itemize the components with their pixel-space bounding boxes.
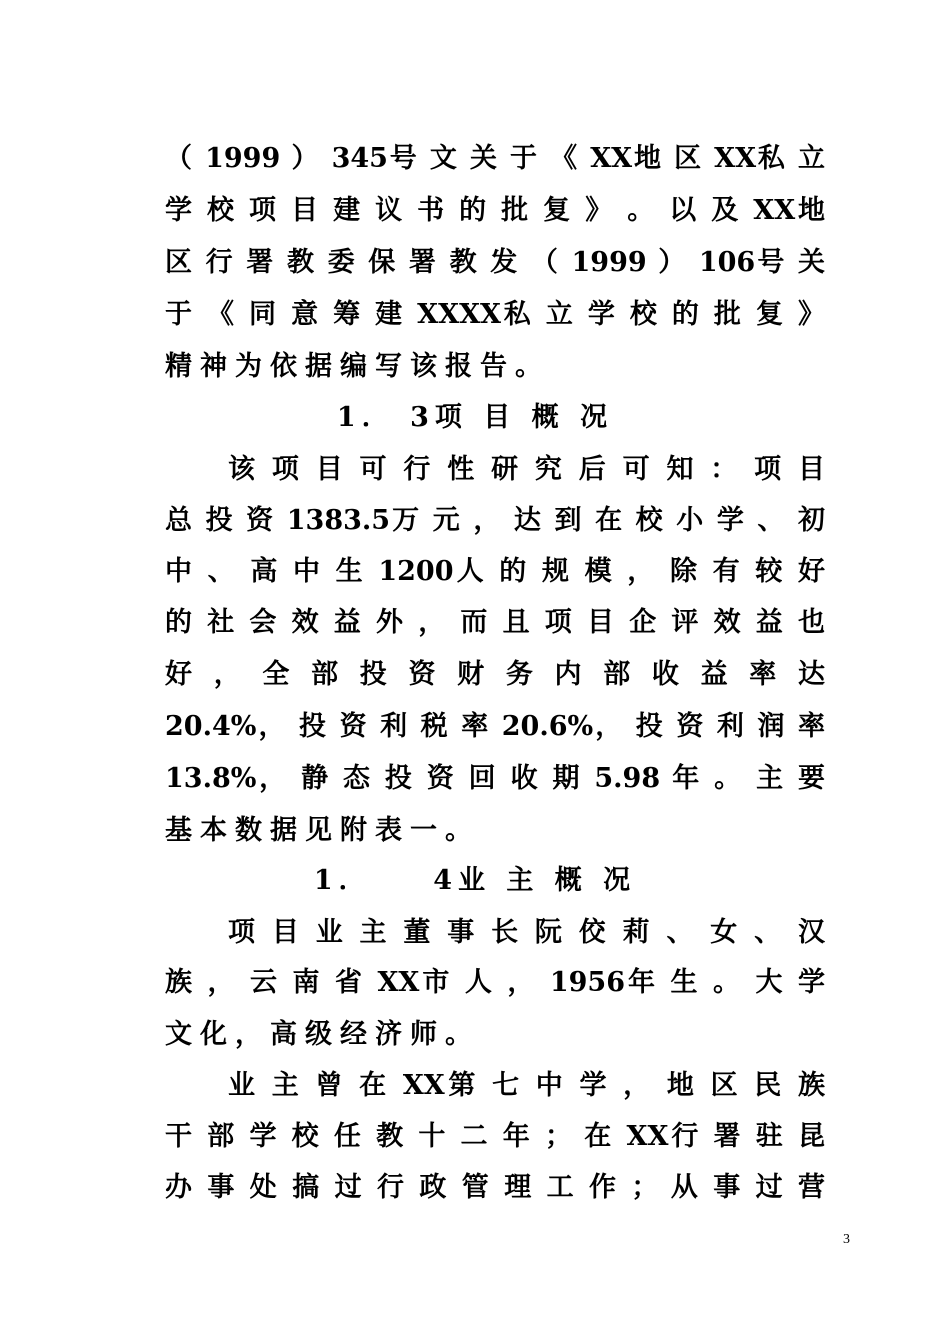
text-line: 总 投 资 1383.5万 元 ， 达 到 在 校 小 学 、 初 <box>165 505 825 536</box>
text-line: 基本数据见附表一。 <box>165 815 480 846</box>
paragraph-first-line: 业 主 曾 在 XX第 七 中 学 ， 地 区 民 族 <box>228 1070 825 1101</box>
text-line: 20.4%， 投 资 利 税 率 20.6%， 投 资 利 润 率 <box>165 711 825 742</box>
section-heading: 1． 4业 主 概 况 <box>313 865 637 896</box>
text-line: 的 社 会 效 益 外 ， 而 且 项 目 企 评 效 益 也 <box>165 607 825 638</box>
text-line: 区 行 署 教 委 保 署 教 发 （ 1999 ） 106号 关 <box>165 247 825 278</box>
text-line: 文化，高级经济师。 <box>165 1019 480 1050</box>
text-line: 于 《 同 意 筹 建 XXXX私 立 学 校 的 批 复 》 <box>165 299 825 330</box>
page-number: 3 <box>843 1232 850 1247</box>
text-line: 干 部 学 校 任 教 十 二 年 ； 在 XX行 署 驻 昆 <box>165 1121 825 1152</box>
paragraph-first-line: 项 目 业 主 董 事 长 阮 佼 莉 、 女 、 汉 <box>228 917 825 948</box>
paragraph-first-line: 该 项 目 可 行 性 研 究 后 可 知 ： 项 目 <box>228 454 825 485</box>
text-line: 精神为依据编写该报告。 <box>165 351 550 382</box>
text-line: 学 校 项 目 建 议 书 的 批 复 》 。 以 及 XX地 <box>165 195 825 226</box>
text-line: 中 、 高 中 生 1200人 的 规 模 ， 除 有 较 好 <box>165 556 825 587</box>
text-line: （ 1999 ） 345号 文 关 于 《 XX地 区 XX私 立 <box>165 143 825 174</box>
text-line: 办 事 处 搞 过 行 政 管 理 工 作 ； 从 事 过 营 <box>165 1172 825 1203</box>
text-line: 13.8%， 静 态 投 资 回 收 期 5.98 年 。 主 要 <box>165 763 825 794</box>
text-line: 好 ， 全 部 投 资 财 务 内 部 收 益 率 达 <box>165 659 825 690</box>
text-line: 族 ， 云 南 省 XX市 人 ， 1956年 生 。 大 学 <box>165 967 825 998</box>
section-heading: 1． 3项 目 概 况 <box>336 402 614 433</box>
